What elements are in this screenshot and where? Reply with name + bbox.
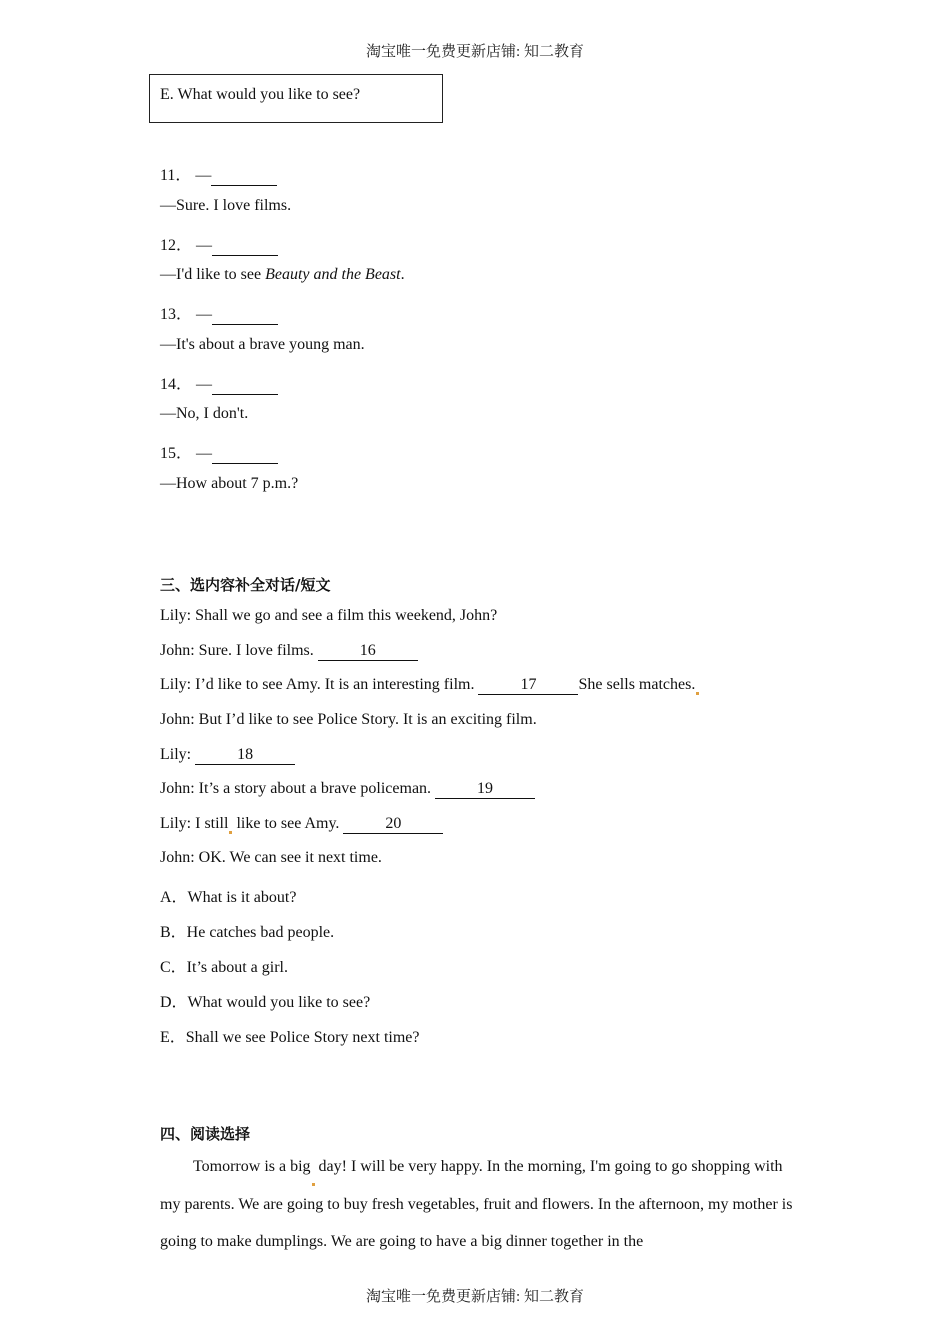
question-number: 14． (160, 376, 193, 393)
option-box (149, 74, 443, 123)
film-title: Beauty and the Beast (265, 266, 401, 283)
answer-11: —Sure. I love films. (160, 197, 292, 214)
dialog-text: She sells matches. (578, 676, 696, 693)
answer-text: —I'd like to see (160, 266, 266, 283)
answer-punct: . (400, 266, 405, 283)
blank-16: 16 (318, 642, 418, 661)
blank-19: 19 (435, 780, 535, 799)
passage-text: Tomorrow is a big (193, 1158, 311, 1175)
answer-blank (212, 376, 278, 395)
question-14 (160, 371, 278, 395)
answer-13: —It's about a brave young man. (160, 336, 365, 353)
section-4-title: 四、阅读选择 (160, 1125, 251, 1143)
dash: — (196, 376, 213, 393)
page-footer: 淘宝唯一免费更新店铺: 知二教育 (366, 1289, 584, 1305)
dialog-text: John: It’s a story about a brave policeman. (160, 780, 436, 797)
option-a: A．What is it about? (160, 889, 297, 906)
dialog-text: John: Sure. I love films. (160, 642, 318, 659)
blank-17: 17 (478, 676, 578, 695)
answer-14: —No, I don't. (160, 405, 249, 422)
dialog-text: like to see Amy. (232, 815, 344, 832)
dash: — (196, 306, 213, 323)
option-c: C．It’s about a girl. (160, 959, 288, 976)
marker-dot (312, 1183, 315, 1186)
marker-dot (696, 692, 699, 695)
dialog-text: Lily: I’d like to see Amy. It is an interesting film. (160, 676, 479, 693)
blank-20: 20 (343, 815, 443, 834)
page-header: 淘宝唯一免费更新店铺: 知二教育 (366, 44, 584, 60)
question-number: 12． (160, 237, 193, 254)
answer-blank (211, 167, 277, 186)
dash: — (196, 237, 213, 254)
dialog-text: Lily: I still (160, 815, 229, 832)
dialog-line-4: John: But I’d like to see Police Story. It is an exciting film. (160, 711, 537, 728)
dialog-line-7 (160, 815, 443, 834)
question-number: 11． (160, 167, 192, 184)
answer-15: —How about 7 p.m.? (160, 475, 299, 492)
answer-blank (212, 445, 278, 464)
question-13 (160, 301, 278, 325)
question-15 (160, 440, 278, 464)
option-e: E．Shall we see Police Story next time? (160, 1029, 420, 1046)
dialog-line-5 (160, 746, 295, 765)
dialog-text: Lily: (160, 746, 196, 763)
question-12 (160, 232, 278, 256)
dash: — (196, 445, 213, 462)
question-11 (160, 162, 277, 186)
dialog-line-3 (160, 676, 699, 695)
blank-18: 18 (195, 746, 295, 765)
section-3-title: 三、选内容补全对话/短文 (160, 576, 331, 594)
dialog-line-8: John: OK. We can see it next time. (160, 849, 382, 866)
dash: — (195, 167, 212, 184)
option-e-text: E. What would you like to see? (160, 86, 361, 103)
dialog-line-6 (160, 780, 535, 799)
reading-passage (160, 1148, 800, 1261)
answer-blank (212, 306, 278, 325)
question-number: 13． (160, 306, 193, 323)
answer-12 (160, 266, 405, 284)
option-b: B．He catches bad people. (160, 924, 335, 941)
dialog-line-2 (160, 642, 418, 661)
answer-blank (212, 237, 278, 256)
question-number: 15． (160, 445, 193, 462)
option-d: D．What would you like to see? (160, 994, 371, 1011)
dialog-line-1: Lily: Shall we go and see a film this weekend, John? (160, 607, 498, 624)
passage-text: day! I will be very happy. In the morning, I'm going to go shopping with my parents. We are going to buy fresh vegetables, fruit and flowers. In the afternoon, my mother is going to make dumplings. We are going to have a big dinner together in the (160, 1158, 793, 1250)
